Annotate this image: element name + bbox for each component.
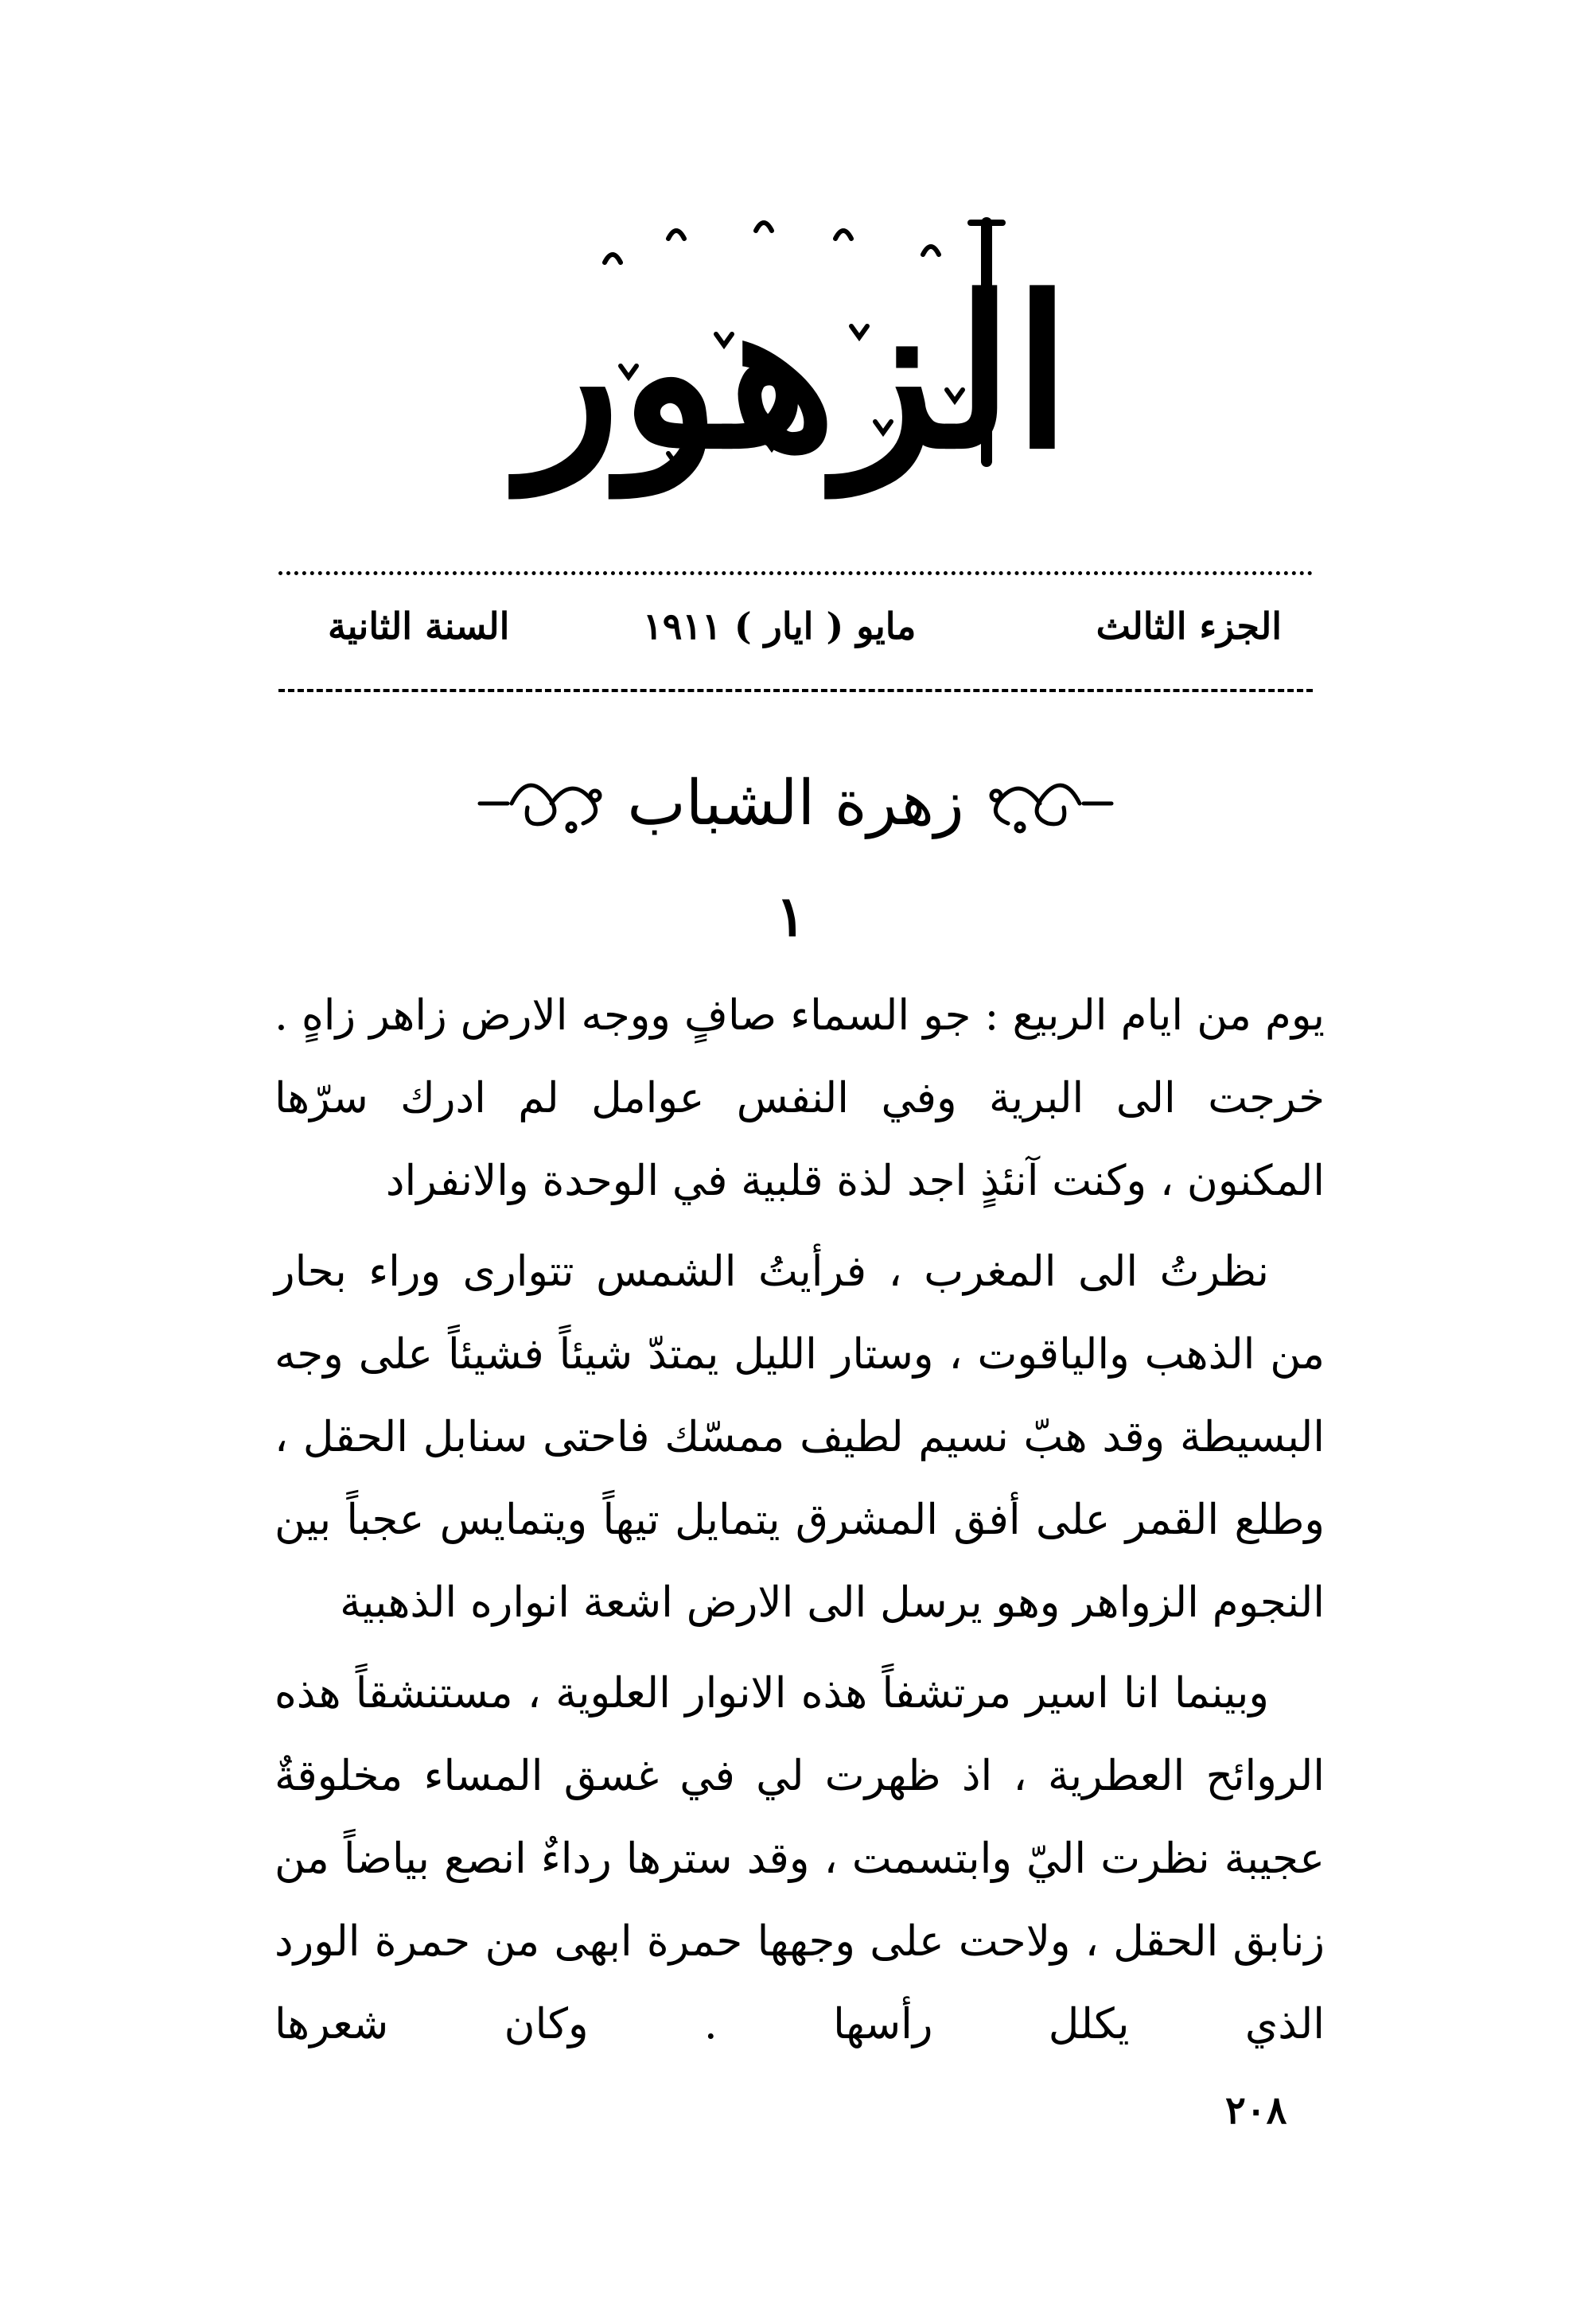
left-flourish-icon [476,764,611,843]
paragraph-1: يوم من ايام الربيع : جو السماء صافٍ ووجه الارض زاهر زاهٍ . خرجت الى البرية وفي النفس عوامل لم ادرك سرّها المكنون ، وكنت آنئذٍ اجد لذة قلبية في الوحدة والانفراد [274,991,1325,1205]
article-title-block [446,756,1146,851]
article-body [274,975,1325,2074]
masthead-logo [520,199,1071,549]
section-number: ١ [776,883,806,949]
masthead-title: الزهور [520,252,1071,495]
right-flourish-icon [980,764,1115,843]
top-dotted-rule [278,571,1313,580]
article-title: زهرة الشباب [627,768,964,839]
issue-label: الجزء الثالث [1096,605,1282,648]
bottom-dotted-rule [278,689,1313,697]
paragraph-2: نظرتُ الى المغرب ، فرأيتُ الشمس تتوارى وراء بحار من الذهب والياقوت ، وستار الليل يمتدّ شيئاً فشيئاً على وجه البسيطة وقد هبّ نسيم لطيف ممسّك فاحتى سنابل الحقل ، وطلع القمر على أفق المشرق يتمايل تيهاً ويتمايس عجباً بين النجوم الزواهر وهو يرسل الى الارض اشعة انواره الذهبية [274,1247,1325,1627]
issue-date: مايو ( ايار ) ١٩١١ [643,605,917,648]
volume-year: السنة الثانية [328,605,510,648]
paragraph-3: وبينما انا اسير مرتشفاً هذه الانوار العلوية ، مستنشقاً هذه الروائح العطرية ، اذ ظهرت لي في غسق المساء مخلوقةٌ عجيبة نظرت اليّ وابتسمت ، وقد سترها رداءٌ انصع بياضاً من زنابق الحقل ، ولاحت على وجهها حمرة ابهى من حمرة الورد الذي يكلل رأسها . وكان شعرها [274,1669,1325,2048]
page-number: ٢٠٨ [1225,2088,1287,2133]
